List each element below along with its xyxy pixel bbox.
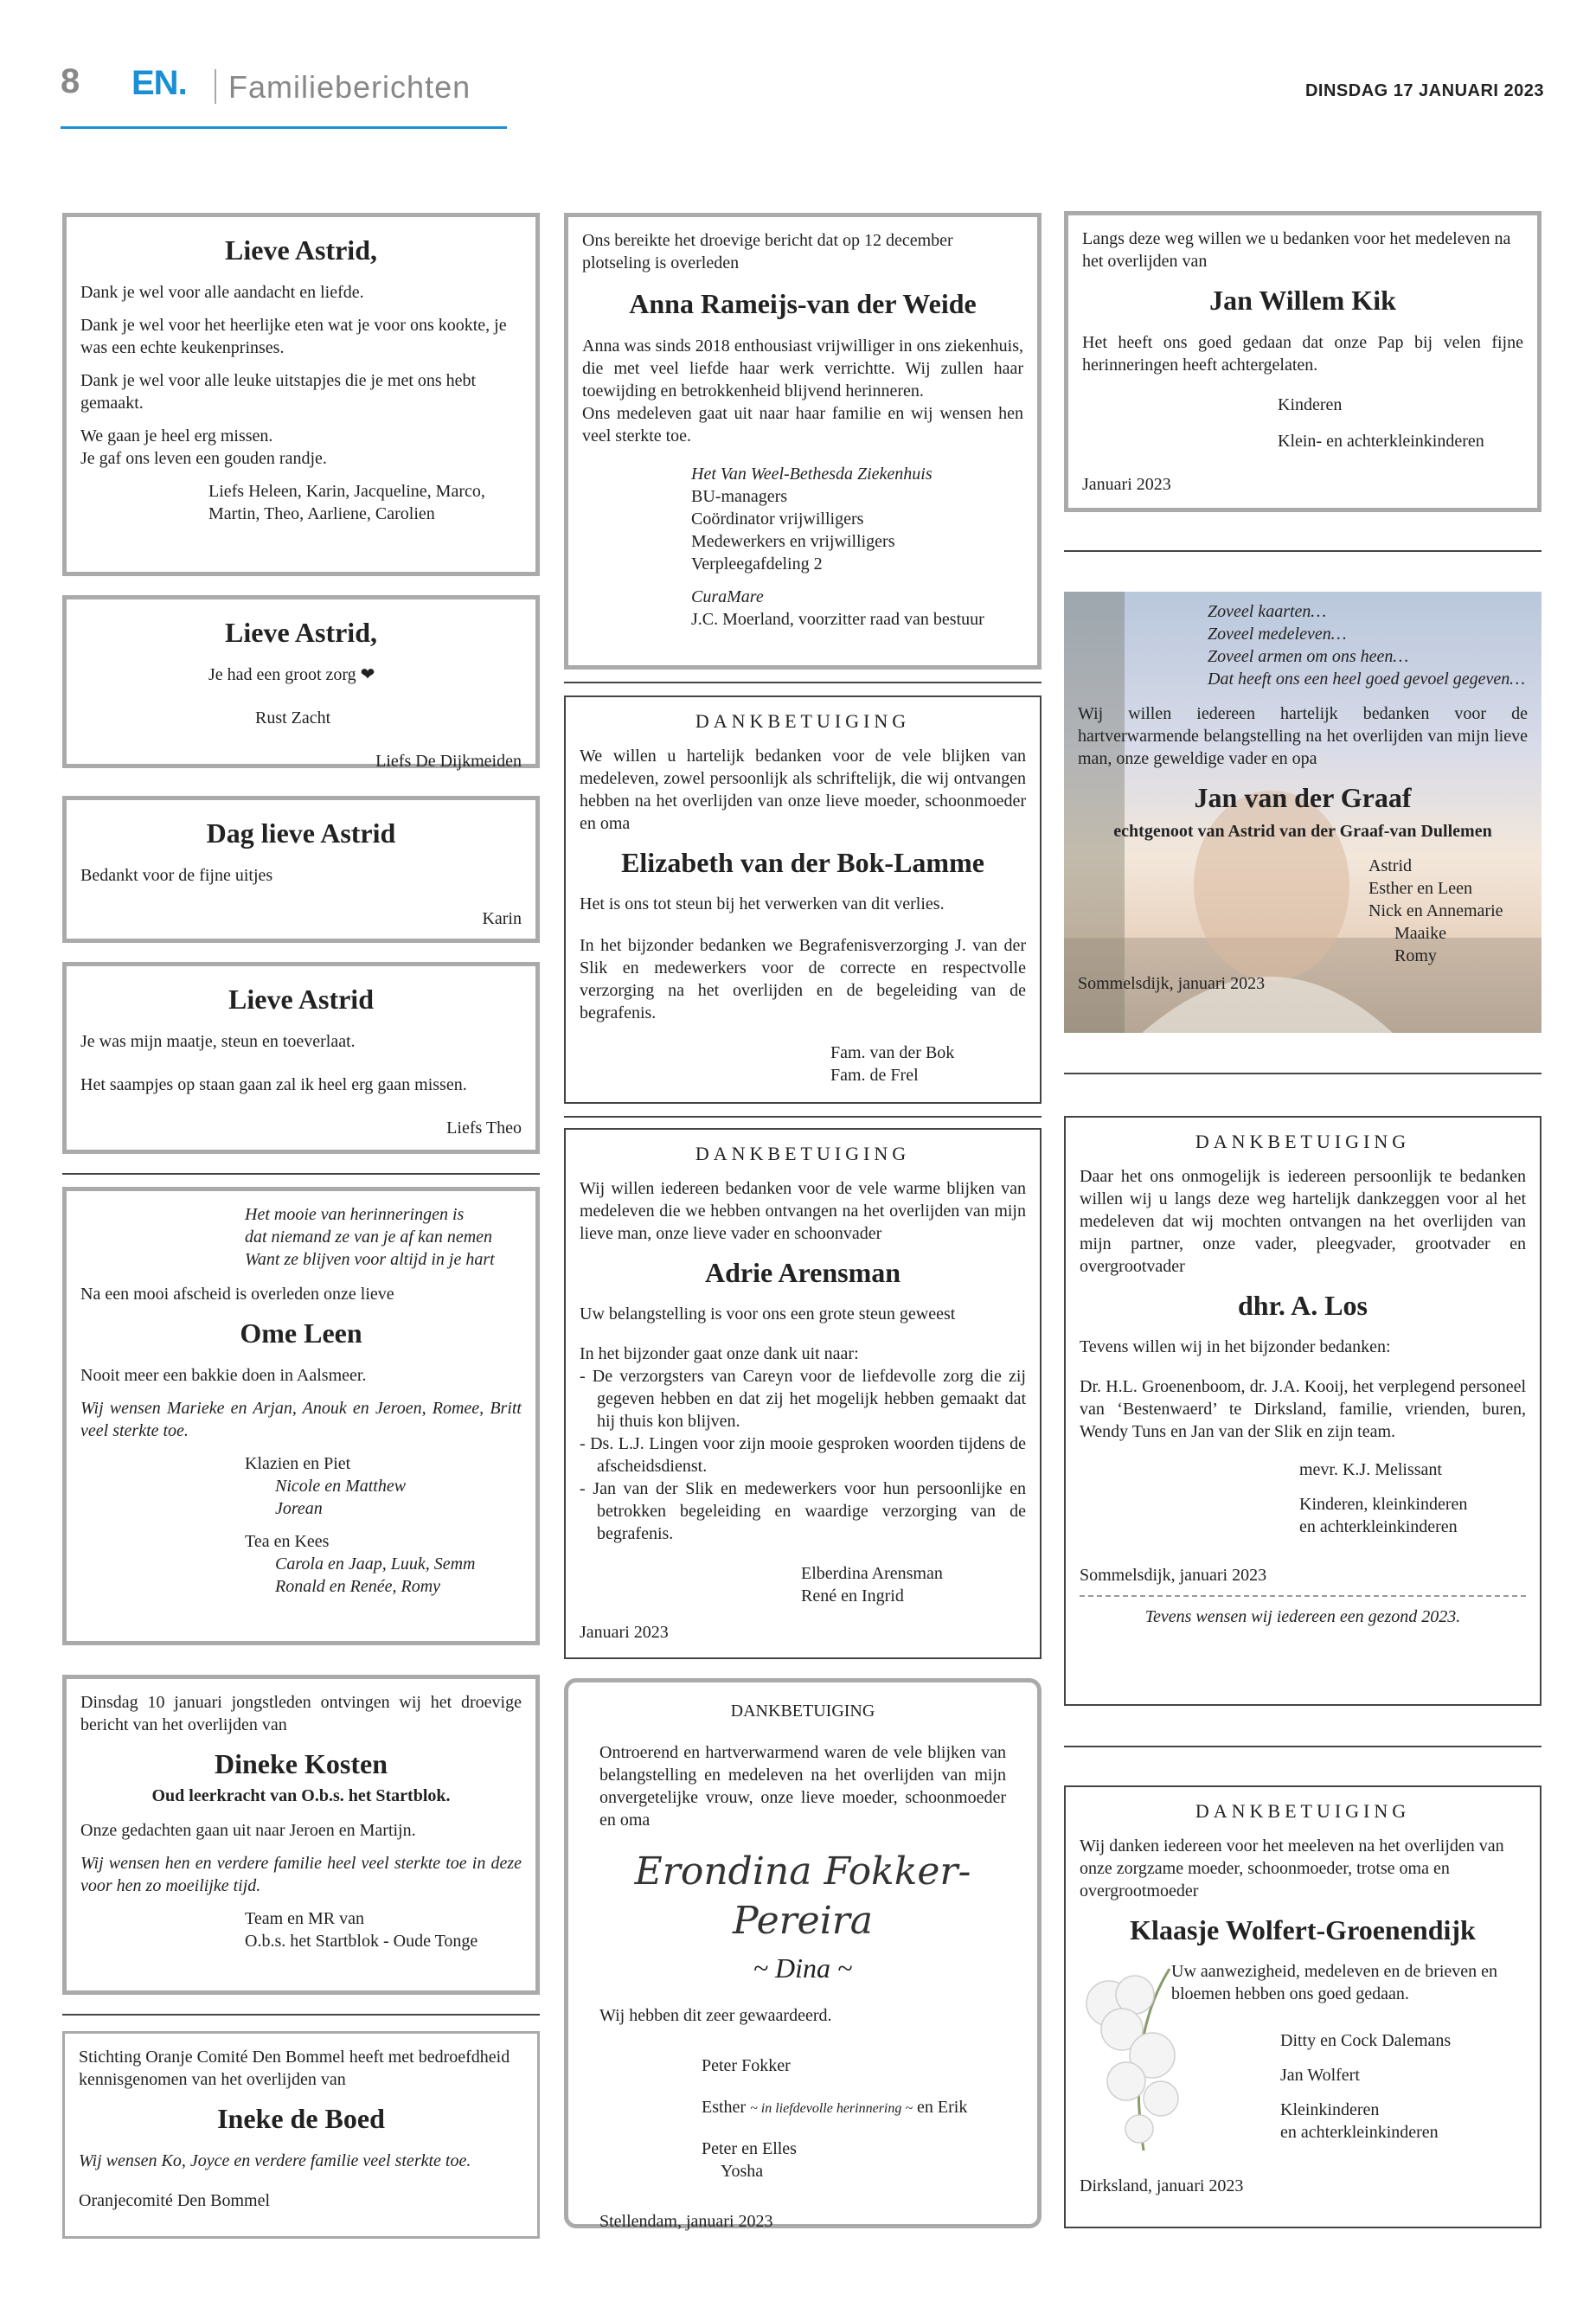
notice-klaasje-wolfert — [1064, 1785, 1542, 2228]
signature: Nicole en Matthew — [275, 1476, 407, 1496]
notice-a-los — [1064, 1116, 1542, 1706]
notice-title: Dag lieve Astrid — [206, 817, 396, 849]
paragraph: Het is ons tot steun bij het verwerken van dit verlies. — [580, 894, 945, 914]
paragraph: Ontroerend en hartverwarmend waren de vele blijken van belangstelling en medeleven na het overlijden van mijn onvergetelijke vrouw, onze lieve moeder, schoonmoeder en oma — [599, 1743, 1006, 1830]
signature: Elberdina Arensman — [801, 1564, 943, 1584]
signature: Coördinator vrijwilligers — [691, 509, 864, 529]
notice-erondina-fokker-pereira — [564, 1678, 1042, 2231]
paragraph: Bedankt voor de fijne uitjes — [80, 865, 273, 885]
notice-lieve-astrid-1 — [62, 213, 540, 576]
logo: EN. — [131, 64, 187, 102]
deceased-name: Adrie Arensman — [704, 1256, 901, 1288]
signature: Kleinkinderen — [1280, 2100, 1380, 2120]
signature: Fam. van der Bok — [830, 1043, 955, 1063]
notice-date: Sommelsdijk, januari 2023 — [1080, 1566, 1267, 1586]
signature: Kinderen — [1278, 394, 1343, 414]
paragraph: Wij wensen hen en verdere familie heel veel sterkte toe in deze voor hen zo moeilijke tijd. — [80, 1853, 522, 1895]
paragraph: Daar het ons onmogelijk is iedereen persoonlijk te bedanken willen wij u langs deze weg hartelijk dankzeggen voor al het medeleven dat wij mochten ontvangen na het overlijden van mijn partner, onze vader, pleegvader, grootvader en overgrootvader — [1080, 1166, 1526, 1276]
paragraph: Na een mooi afscheid is overleden onze lieve — [80, 1285, 394, 1304]
notice-jan-van-der-graaf — [1064, 592, 1542, 1033]
deceased-name: Anna Rameijs-van der Weide — [629, 288, 977, 319]
paragraph: Wij willen iedereen hartelijk bedanken voor de hartverwarmende belangstelling na het overlijden van mijn lieve man, onze geweldige vader en opa — [1078, 704, 1528, 768]
paragraph: Je had een groot zorg ❤ — [208, 664, 375, 684]
subtitle: echtgenoot van Astrid van der Graaf-van Dullemen — [1113, 821, 1492, 841]
deceased-name: Ineke de Boed — [217, 2103, 385, 2134]
signature: Liefs Heleen, Karin, Jacqueline, Marco, Martin, Theo, Aarliene, Carolien — [208, 481, 485, 523]
signature: Esther en Leen — [1368, 878, 1472, 898]
paragraph: Dr. H.L. Groenenboom, dr. J.A. Kooij, het verplegend personeel van ‘Bestenwaerd’ te Dirksland, familie, vrienden, buren, Wendy Tuns en Jan van der Slik en zijn team. — [1080, 1377, 1526, 1442]
paragraph: Dank je wel voor alle aandacht en liefde. — [80, 282, 364, 302]
poem-line: Het mooie van herinneringen is — [245, 1205, 465, 1224]
notice-anna-rameijs — [564, 213, 1042, 670]
paragraph: Anna was sinds 2018 enthousiast vrijwilliger in ons ziekenhuis, die met veel liefde haar werk verrichtte. Wij zullen haar toewijding en betrokkenheid blijvend herinneren. — [582, 336, 1023, 401]
notice-ome-leen — [62, 1187, 540, 1645]
signature: Medewerkers en vrijwilligers — [691, 531, 895, 551]
orchid-icon — [1074, 1960, 1204, 2159]
signature: Tea en Kees — [245, 1531, 330, 1551]
divider — [1064, 1746, 1542, 1747]
paragraph: Dank je wel voor alle leuke uitstapjes die je met ons hebt gemaakt. — [80, 370, 477, 413]
notice-heading: DANKBETUIGING — [730, 1702, 875, 1721]
issue-date: DINSDAG 17 JANUARI 2023 — [1304, 81, 1544, 100]
notice-title: Lieve Astrid — [228, 984, 374, 1015]
signature: Ditty en Cock Dalemans — [1280, 2031, 1452, 2051]
header-rule — [61, 126, 507, 129]
list-item: - Jan van der Slik en medewerkers voor hun persoonlijke en betrokken begeleiding en waardige verzorging van de begrafenis. — [580, 1479, 1026, 1544]
notice-heading: DANKBETUIGING — [695, 1143, 911, 1164]
signature: CuraMare — [691, 586, 764, 606]
notice-heading: DANKBETUIGING — [695, 710, 911, 732]
notice-date: Stellendam, januari 2023 — [599, 2211, 773, 2231]
deceased-name: Ome Leen — [240, 1317, 362, 1349]
section-title: Familieberichten — [228, 69, 471, 105]
notice-dag-lieve-astrid — [62, 796, 540, 943]
signature: Maaike — [1394, 923, 1446, 943]
deceased-name: Klaasje Wolfert-Groenendijk — [1130, 1913, 1476, 1945]
signature: Esther ~ in liefdevolle herinnering ~ en Erik — [702, 2097, 968, 2117]
divider — [1064, 1073, 1542, 1074]
notice-date: Januari 2023 — [1082, 474, 1171, 494]
paragraph: Wij wensen Marieke en Arjan, Anouk en Jeroen, Romee, Britt veel sterkte toe. — [80, 1398, 522, 1440]
deceased-name: dhr. A. Los — [1238, 1289, 1368, 1321]
paragraph: We willen u hartelijk bedanken voor de vele blijken van medeleven, zowel persoonlijk als schriftelijk, die wij ontvangen hebben na het overlijden van onze lieve moeder, schoonmoeder en oma — [580, 746, 1026, 833]
notice-text — [1064, 592, 1542, 1003]
subtitle: Oud leerkracht van O.b.s. het Startblok. — [151, 1785, 451, 1805]
paragraph: Het saampjes op staan gaan zal ik heel erg gaan missen. — [80, 1074, 467, 1094]
paragraph: In het bijzonder gaat onze dank uit naar: — [580, 1344, 859, 1364]
deceased-name: Erondina Fokker-Pereira — [634, 1849, 971, 1944]
divider — [62, 2014, 540, 2016]
paragraph: Onze gedachten gaan uit naar Jeroen en Martijn. — [80, 1820, 416, 1840]
list-item: - Ds. L.J. Lingen voor zijn mooie gesproken woorden tijdens de afscheidsdienst. — [580, 1434, 1026, 1477]
signature: Oranjecomité Den Bommel — [79, 2190, 271, 2210]
nickname: ~ Dina ~ — [753, 1952, 853, 1984]
paragraph: In het bijzonder bedanken we Begrafenisverzorging J. van der Slik en medewerkers voor de correcte en respectvolle verzorging na het overlijden en de begeleiding van de begrafenis. — [580, 936, 1026, 1023]
signature: Peter en Elles — [702, 2138, 797, 2158]
divider — [62, 1173, 540, 1175]
divider — [564, 682, 1042, 683]
paragraph: Nooit meer een bakkie doen in Aalsmeer. — [80, 1365, 367, 1385]
notice-heading: DANKBETUIGING — [1195, 1131, 1411, 1152]
signature: mevr. K.J. Melissant — [1299, 1460, 1442, 1480]
signature: Kinderen, kleinkinderen — [1299, 1495, 1468, 1515]
poem-line: Zoveel armen om ons heen… — [1208, 647, 1409, 666]
signature: O.b.s. het Startblok - Oude Tonge — [245, 1931, 478, 1951]
signature: Carola en Jaap, Luuk, Semm — [275, 1554, 476, 1574]
notice-date: Sommelsdijk, januari 2023 — [1078, 973, 1266, 993]
notice-adrie-arensman — [564, 1128, 1042, 1659]
signature: Astrid — [1368, 856, 1412, 875]
header-divider — [215, 69, 216, 104]
notice-date: Dirksland, januari 2023 — [1080, 2176, 1244, 2196]
paragraph: Uw belangstelling is voor ons een grote steun geweest — [580, 1304, 956, 1324]
paragraph: Wij wensen Ko, Joyce en verdere familie veel sterkte toe. — [79, 2150, 471, 2170]
paragraph: Stichting Oranje Comité Den Bommel heeft met bedroefdheid kennisgenomen van het overlijden van — [79, 2048, 510, 2089]
signature: Jan Wolfert — [1280, 2066, 1360, 2086]
paragraph: Langs deze weg willen we u bedanken voor het medeleven na het overlijden van — [1082, 229, 1511, 271]
notice-elizabeth-van-der-bok — [564, 695, 1042, 1104]
signature: Liefs Theo — [446, 1118, 522, 1138]
signature: en achterkleinkinderen — [1299, 1517, 1458, 1537]
paragraph: Dank je wel voor het heerlijke eten wat je voor ons kookte, je was een echte keukenprinses. — [80, 315, 507, 357]
divider — [564, 1116, 1042, 1118]
signature: Yosha — [721, 2161, 764, 2181]
notice-date: Januari 2023 — [580, 1623, 669, 1643]
signature: Jorean — [275, 1498, 323, 1518]
signature: Verpleegafdeling 2 — [691, 554, 823, 574]
paragraph: Wij danken iedereen voor het meeleven na het overlijden van onze zorgzame moeder, schoonmoeder, trotse oma en overgrootmoeder — [1080, 1836, 1504, 1900]
page-number: 8 — [61, 62, 80, 100]
paragraph: Tevens wensen wij iedereen een gezond 2023. — [1144, 1607, 1461, 1627]
notice-heading: DANKBETUIGING — [1195, 1800, 1411, 1822]
notice-jan-willem-kik — [1064, 211, 1542, 512]
notice-lieve-astrid-2 — [62, 595, 540, 771]
notice-title: Lieve Astrid, — [225, 617, 377, 648]
poem-line: Dat heeft ons een heel goed gevoel gegeven… — [1208, 670, 1526, 689]
paragraph: Uw aanwezigheid, medeleven en de brieven en bloemen hebben ons goed gedaan. — [1171, 1962, 1498, 2004]
signature: Liefs De Dijkmeiden — [375, 751, 522, 771]
signature: en achterkleinkinderen — [1280, 2123, 1439, 2143]
signature: Klein- en achterkleinkinderen — [1278, 431, 1484, 451]
paragraph: Het heeft ons goed gedaan dat onze Pap bij velen fijne herinneringen heeft achtergelaten. — [1082, 332, 1523, 375]
poem-line: dat niemand ze van je af kan nemen — [245, 1227, 493, 1247]
dashed-divider — [1080, 1595, 1526, 1597]
divider — [1064, 550, 1542, 552]
signature: BU-managers — [691, 486, 788, 506]
signature: Nick en Annemarie — [1368, 901, 1503, 920]
notice-ineke-de-boed — [62, 2031, 540, 2239]
paragraph: We gaan je heel erg missen. — [80, 426, 273, 445]
notice-lieve-astrid-3 — [62, 962, 540, 1154]
deceased-name: Jan Willem Kik — [1209, 285, 1396, 316]
signature: René en Ingrid — [801, 1586, 904, 1606]
paragraph: Ons bereikte het droevige bericht dat op 12 december plotseling is overleden — [582, 231, 953, 272]
signature: Het Van Weel-Bethesda Ziekenhuis — [691, 464, 933, 484]
signature: J.C. Moerland, voorzitter raad van bestuur — [691, 609, 984, 629]
paragraph: Je gaf ons leven een gouden randje. — [80, 448, 327, 468]
signature: Klazien en Piet — [245, 1453, 351, 1473]
signature: Ronald en Renée, Romy — [275, 1576, 441, 1596]
deceased-name: Elizabeth van der Bok-Lamme — [621, 846, 984, 878]
list-item: - De verzorgsters van Careyn voor de liefdevolle zorg die zij gegeven hebben en dat zij het mogelijk hebben gemaakt dat hij thuis kon blijven. — [580, 1367, 1026, 1432]
paragraph: Wij hebben dit zeer gewaardeerd. — [599, 2005, 832, 2025]
signature: Romy — [1394, 945, 1437, 965]
poem-line: Zoveel medeleven… — [1208, 625, 1347, 644]
poem-line: Zoveel kaarten… — [1208, 602, 1327, 621]
paragraph: Wij willen iedereen bedanken voor de vele warme blijken van medeleven die we hebben ontvangen na het overlijden van mijn lieve man, onze lieve vader en schoonvader — [580, 1178, 1026, 1243]
paragraph: Tevens willen wij in het bijzonder bedanken: — [1080, 1337, 1391, 1357]
signature: Fam. de Frel — [830, 1066, 919, 1086]
notice-title: Lieve Astrid, — [225, 234, 377, 266]
signature: Peter Fokker — [702, 2055, 791, 2075]
paragraph: Ons medeleven gaat uit naar haar familie en wij wensen hen veel sterkte toe. — [582, 403, 1023, 445]
notice-dineke-kosten — [62, 1675, 540, 1995]
paragraph: Dinsdag 10 januari jongstleden ontvingen wij het droevige bericht van het overlijden van — [80, 1693, 522, 1734]
paragraph: Rust Zacht — [255, 708, 331, 727]
signature: Team en MR van — [245, 1908, 365, 1928]
deceased-name: Dineke Kosten — [215, 1748, 388, 1779]
signature: Karin — [482, 908, 522, 928]
paragraph: Je was mijn maatje, steun en toeverlaat. — [80, 1031, 356, 1051]
poem-line: Want ze blijven voor altijd in je hart — [245, 1250, 495, 1269]
deceased-name: Jan van der Graaf — [1194, 782, 1412, 813]
